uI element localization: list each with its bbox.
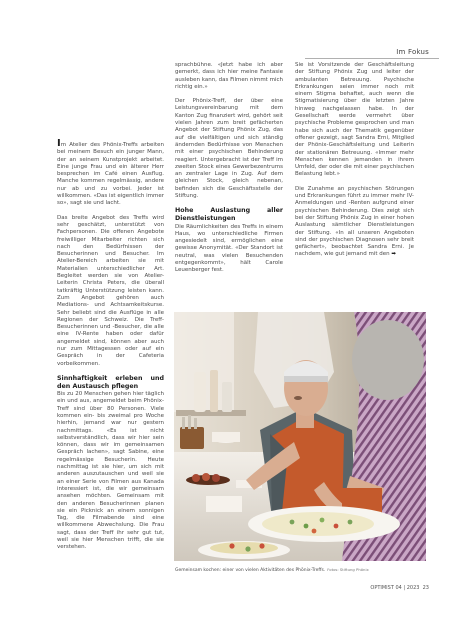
photo-credit: Fotos: Stiftung Phönix: [327, 567, 369, 572]
section-rule: [305, 58, 439, 59]
dropcap: I: [57, 138, 61, 149]
paragraph: Bis zu 20 Menschen gehen hier täglich ein und aus, angemeldet beim Phönix-Treff sind über 80 Personen. Viele kommen ein- bis zweimal pro Woche hierhin, jemand war nur gestern nachmittags. «Es ist nicht selbstverständlich, dass wir hier sein können, dass wir im gemeinsamen Gespräch lachen», sagt Sabine, eine regelmässige Besucherin. Heute nachmittag ist sie hier, um sich mit anderen auszutauschen und weil sie an einer Serie von Filmen aus Kanada interessiert ist, die wir gemeinsam ansehen möchten. Gemeinsam mit den anderen Besucherinnen planen sie ein Picknick an einem sonnigen Tag, die Filmabende sind eine willkommene Abwechslung. Die Frau sagt, dass der Treff ihr sehr gut tut, weil sie hier Menschen trifft, die sie verstehen.: [57, 391, 164, 551]
page-footer: [370, 585, 429, 591]
paragraph: sprachbühne. «Jetzt habe ich aber gemerkt, dass ich hier meine Fantasie ausleben kann, das Filmen nimmt mich richtig ein.»: [175, 62, 283, 90]
article-column-1: [57, 138, 164, 551]
article-column-3: [295, 62, 414, 260]
section-label: Im Fokus: [396, 48, 429, 56]
paragraph: Das breite Angebot des Treffs wird sehr geschätzt, unterstützt von Fachpersonen. Die offenen Angebote freiwilliger Mitarbeiter richten sich nach den Bedürfnissen der Besucherinnen und Besucher. Im Atelier-Bereich arbeiten sie mit Materialien unterschiedlicher Art. Begleitet werden sie von Atelier-Leiterin Christa Peters, die überall tatkräftig Unterstützung leisten kann. Zum Angebot gehören auch Mediations- und Achtsamkeitskurse. Sehr beliebt sind die Ausflüge in alle Regionen der Schweiz. Die Treff-Besucherinnen und -Besucher, die alle eine IV-Rente haben oder dafür angemeldet sind, können aber auch nur zum Mittagessen oder auf ein Gespräch in der Cafeteria vorbeikommen.: [57, 214, 164, 367]
intro-text: m Atelier des Phönix-Treffs arbeiten bei meinem Besuch ein junger Mann, der an seinem Kunstprojekt arbeitet. Eine junge Frau und ein älterer Herr besprechen im Café einen Ausflug. Manche kommen regelmässig, andere nur ab und zu vorbei. Jeder ist willkommen. «Das ist eigentlich immer so», sagt sie und lacht.: [57, 142, 164, 207]
paragraph: Sie ist Vorsitzende der Geschäftsleitung der Stiftung Phönix Zug und leiter der ambulanten Betreuung. Psychische Erkrankungen seien immer noch mit einem Stigma behaftet, auch wenn die Stigmatisierung über die letzten Jahre hinweg nachgelassen habe. In der Gesellschaft werde vermehrt über psychische Probleme gesprochen und man habe sich auch der Thematik gegenüber offener gezeigt, sagt Sandra Erni, Mitglied der Phönix-Geschäftsleitung und Leiterin der stationären Betreuung. «Immer mehr Menschen kennen jemanden in ihrem Umfeld, der oder die mit einer psychischen Belastung lebt.»: [295, 62, 414, 178]
page-number: 23: [422, 585, 429, 591]
paragraph: Die Räumlichkeiten des Treffs in einem Haus, wo unterschiedliche Firmen angesiedelt sind, ermöglichen eine gewisse Anonymität. «Der Standort ist neutral, was vielen Besuchenden entgegenkommt», hält Carole Leuenberger fest.: [175, 223, 283, 274]
paragraph: Der Phönix-Treff, der über eine Leistungsvereinbarung mit dem Kanton Zug finanziert wird, gehört seit vielen Jahren zum breit gefächerten Angebot der Stiftung Phönix Zug, das auf die vielfältigen und sich ständig ändernden Bedürfnisse von Menschen mit einer psychischen Behinderung reagiert. Untergebracht ist der Treff im zweiten Stock eines Gewerbezentrums an zentraler Lage in Zug. Auf dem gleichen Stock, gleich nebenan, befinden sich die Geschäftsstelle der Stiftung.: [175, 98, 283, 200]
paragraph-text: Die Zunahme an psychischen Störungen und Erkrankungen führt zu immer mehr IV-Anmeldungen und -Renten aufgrund einer psychischen Behinderung. Dies zeigt sich bei der Stiftung Phönix Zug in einer hohen Auslastung sämtlicher Dienstleistungen der Stiftung. «In all unseren Angeboten sind der psychischen Diagnosen sehr breit gefächert», beobachtet Sandra Erni. Je nachdem, wie gut jemand mit den: [295, 185, 414, 258]
subheading: Hohe Auslastung aller Dienstleistungen: [175, 207, 283, 222]
subheading: Sinnhaftigkeit erleben und den Austausch pflegen: [57, 374, 164, 390]
photo-caption: [175, 567, 425, 573]
continue-arrow-icon: ➡: [391, 251, 397, 258]
paragraph: [295, 186, 414, 259]
issue-label: OPTIMIST 04 | 2023: [370, 585, 420, 591]
article-column-2: [175, 62, 283, 276]
intro-paragraph: [57, 140, 164, 208]
caption-text: Gemeinsam kochen: einer von vielen Aktivitäten des Phönix-Treffs.: [175, 568, 326, 573]
cooking-photo: [174, 312, 426, 561]
